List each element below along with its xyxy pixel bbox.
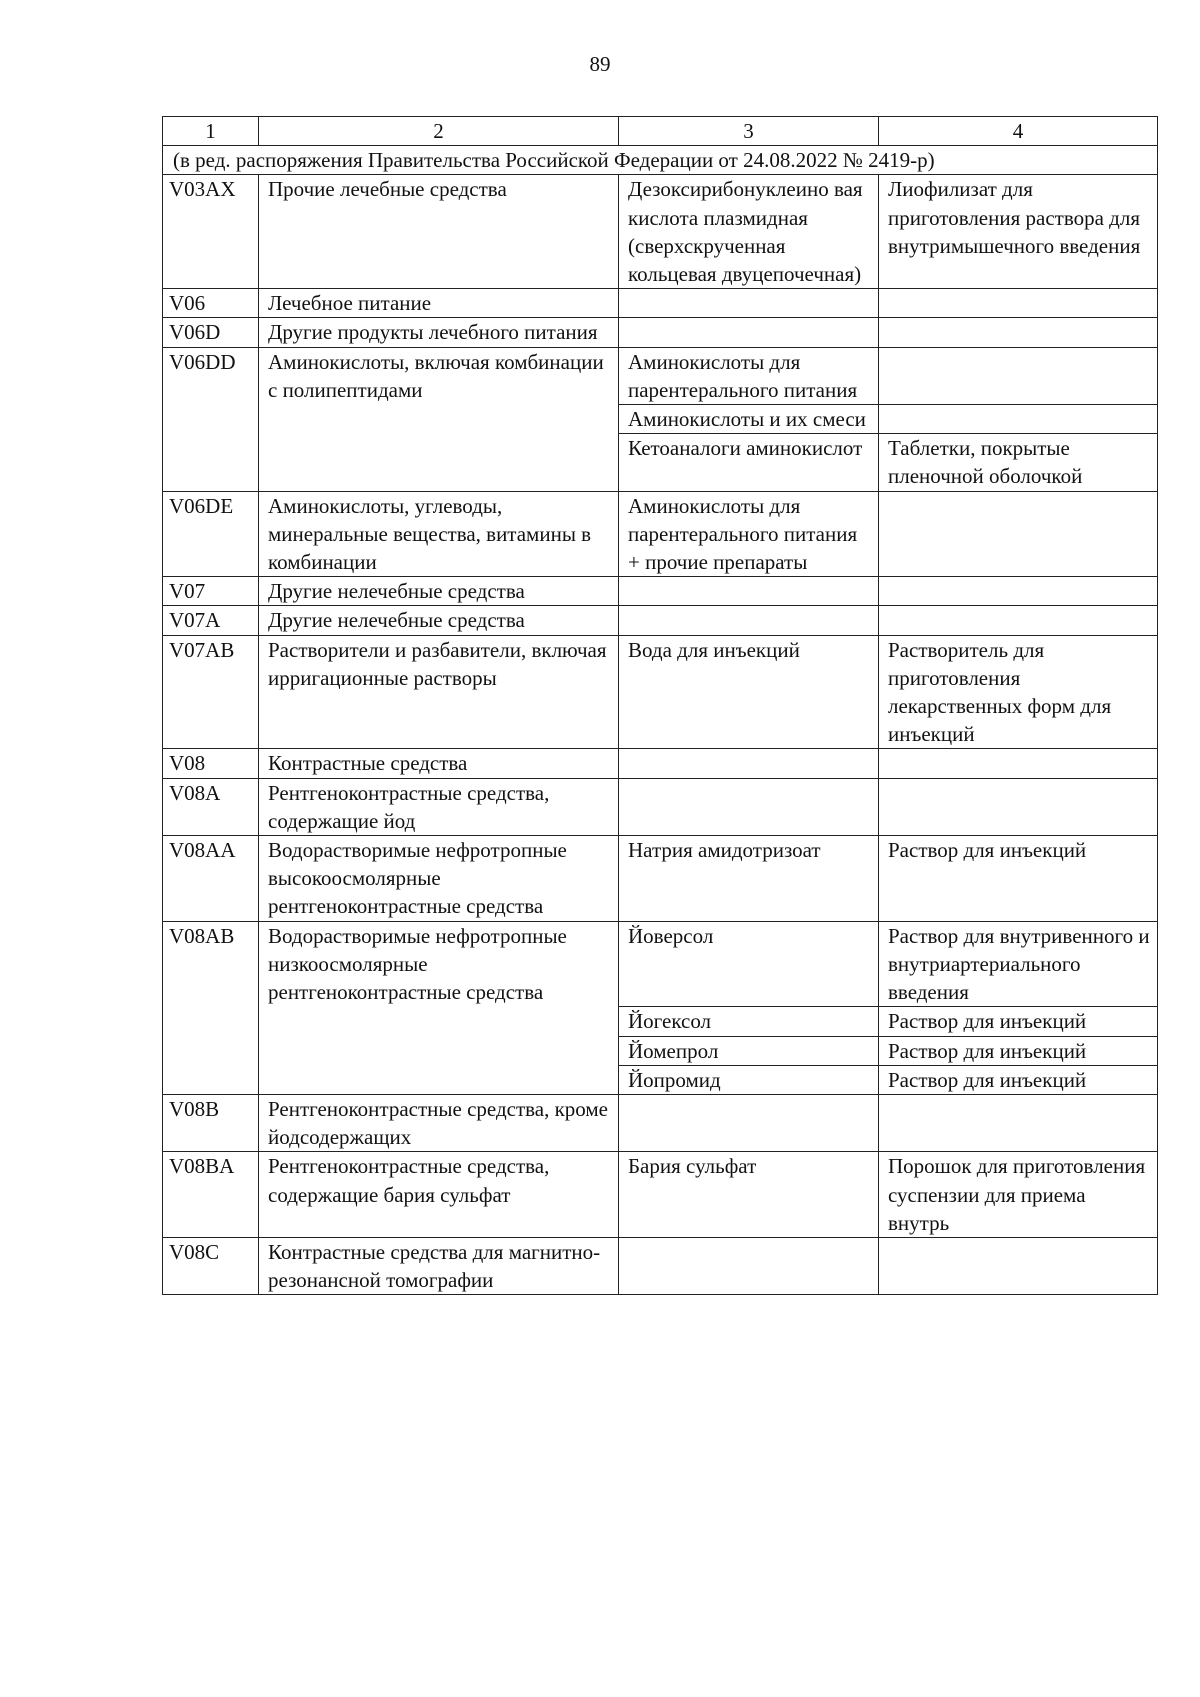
table-row xyxy=(163,175,1158,289)
table-row xyxy=(163,491,1158,577)
dosage-form xyxy=(879,1237,1158,1294)
group-name: Водорастворимые нефротропные низкоосмолярные рентгеноконтрастные средства xyxy=(259,921,619,1094)
atc-code: V08AA xyxy=(163,836,259,922)
dosage-form xyxy=(879,289,1158,318)
group-name: Контрастные средства для магнитно-резонансной томографии xyxy=(259,1237,619,1294)
atc-code: V08B xyxy=(163,1094,259,1151)
group-name: Лечебное питание xyxy=(259,289,619,318)
drug-name: Натрия амидотризоат xyxy=(619,836,879,922)
atc-code: V06D xyxy=(163,318,259,347)
group-name: Аминокислоты, углеводы, минеральные вещества, витамины в комбинации xyxy=(259,491,619,577)
drug-table xyxy=(162,116,1158,1295)
dosage-form xyxy=(879,749,1158,778)
column-header: 4 xyxy=(879,117,1158,146)
edition-note-row xyxy=(163,146,1158,175)
atc-code: V06DE xyxy=(163,491,259,577)
drug-name: Бария сульфат xyxy=(619,1152,879,1238)
atc-code: V08AB xyxy=(163,921,259,1094)
table-row xyxy=(163,1094,1158,1151)
dosage-form xyxy=(879,405,1158,434)
dosage-form: Раствор для инъекций xyxy=(879,1036,1158,1065)
dosage-form xyxy=(879,778,1158,835)
drug-name xyxy=(619,1237,879,1294)
group-name: Рентгеноконтрастные средства, кроме йодсодержащих xyxy=(259,1094,619,1151)
dosage-form: Таблетки, покрытые пленочной оболочкой xyxy=(879,434,1158,491)
group-name: Аминокислоты, включая комбинации с полипептидами xyxy=(259,347,619,491)
column-header: 3 xyxy=(619,117,879,146)
group-name: Растворители и разбавители, включая ирригационные растворы xyxy=(259,635,619,749)
drug-name xyxy=(619,289,879,318)
atc-code: V07 xyxy=(163,577,259,606)
column-header: 2 xyxy=(259,117,619,146)
atc-code: V07AB xyxy=(163,635,259,749)
dosage-form: Раствор для инъекций xyxy=(879,836,1158,922)
dosage-form xyxy=(879,491,1158,577)
group-name: Рентгеноконтрастные средства, содержащие йод xyxy=(259,778,619,835)
drug-name: Йопромид xyxy=(619,1065,879,1094)
drug-name xyxy=(619,577,879,606)
group-name: Другие нелечебные средства xyxy=(259,577,619,606)
edition-note: (в ред. распоряжения Правительства Российской Федерации от 24.08.2022 № 2419-р) xyxy=(163,146,1158,175)
atc-code: V07A xyxy=(163,606,259,635)
atc-code: V08BA xyxy=(163,1152,259,1238)
table-row xyxy=(163,749,1158,778)
atc-code: V08A xyxy=(163,778,259,835)
drug-name xyxy=(619,606,879,635)
table-row xyxy=(163,921,1158,1007)
drug-name: Аминокислоты и их смеси xyxy=(619,405,879,434)
drug-name: Йомепрол xyxy=(619,1036,879,1065)
drug-name: Аминокислоты для парентерального питания xyxy=(619,347,879,404)
group-name: Другие продукты лечебного питания xyxy=(259,318,619,347)
group-name: Водорастворимые нефротропные высокоосмолярные рентгеноконтрастные средства xyxy=(259,836,619,922)
group-name: Прочие лечебные средства xyxy=(259,175,619,289)
table-row xyxy=(163,1237,1158,1294)
drug-name: Кетоаналоги аминокислот xyxy=(619,434,879,491)
table-row xyxy=(163,347,1158,404)
column-header: 1 xyxy=(163,117,259,146)
atc-code: V03AX xyxy=(163,175,259,289)
drug-name: Йоверсол xyxy=(619,921,879,1007)
table-row xyxy=(163,1152,1158,1238)
dosage-form: Раствор для инъекций xyxy=(879,1065,1158,1094)
drug-name: Дезоксирибонуклеино вая кислота плазмидная (сверхскрученная кольцевая двуцепочечная) xyxy=(619,175,879,289)
dosage-form: Раствор для внутривенного и внутриартериального введения xyxy=(879,921,1158,1007)
drug-name: Аминокислоты для парентерального питания + прочие препараты xyxy=(619,491,879,577)
atc-code: V06 xyxy=(163,289,259,318)
table-header-row xyxy=(163,117,1158,146)
dosage-form xyxy=(879,577,1158,606)
drug-name xyxy=(619,749,879,778)
dosage-form xyxy=(879,318,1158,347)
dosage-form: Лиофилизат для приготовления раствора для внутримышечного введения xyxy=(879,175,1158,289)
atc-code: V08 xyxy=(163,749,259,778)
dosage-form xyxy=(879,1094,1158,1151)
table-row xyxy=(163,778,1158,835)
table-row xyxy=(163,577,1158,606)
drug-name xyxy=(619,318,879,347)
table-row xyxy=(163,318,1158,347)
table-row xyxy=(163,836,1158,922)
group-name: Контрастные средства xyxy=(259,749,619,778)
drug-name: Йогексол xyxy=(619,1007,879,1036)
drug-name: Вода для инъекций xyxy=(619,635,879,749)
dosage-form xyxy=(879,347,1158,404)
dosage-form: Порошок для приготовления суспензии для приема внутрь xyxy=(879,1152,1158,1238)
table-row xyxy=(163,289,1158,318)
group-name: Другие нелечебные средства xyxy=(259,606,619,635)
dosage-form xyxy=(879,606,1158,635)
drug-name xyxy=(619,1094,879,1151)
group-name: Рентгеноконтрастные средства, содержащие бария сульфат xyxy=(259,1152,619,1238)
table-row xyxy=(163,606,1158,635)
dosage-form: Растворитель для приготовления лекарственных форм для инъекций xyxy=(879,635,1158,749)
table-row xyxy=(163,635,1158,749)
atc-code: V08C xyxy=(163,1237,259,1294)
page-number: 89 xyxy=(589,52,611,76)
dosage-form: Раствор для инъекций xyxy=(879,1007,1158,1036)
drug-name xyxy=(619,778,879,835)
atc-code: V06DD xyxy=(163,347,259,491)
